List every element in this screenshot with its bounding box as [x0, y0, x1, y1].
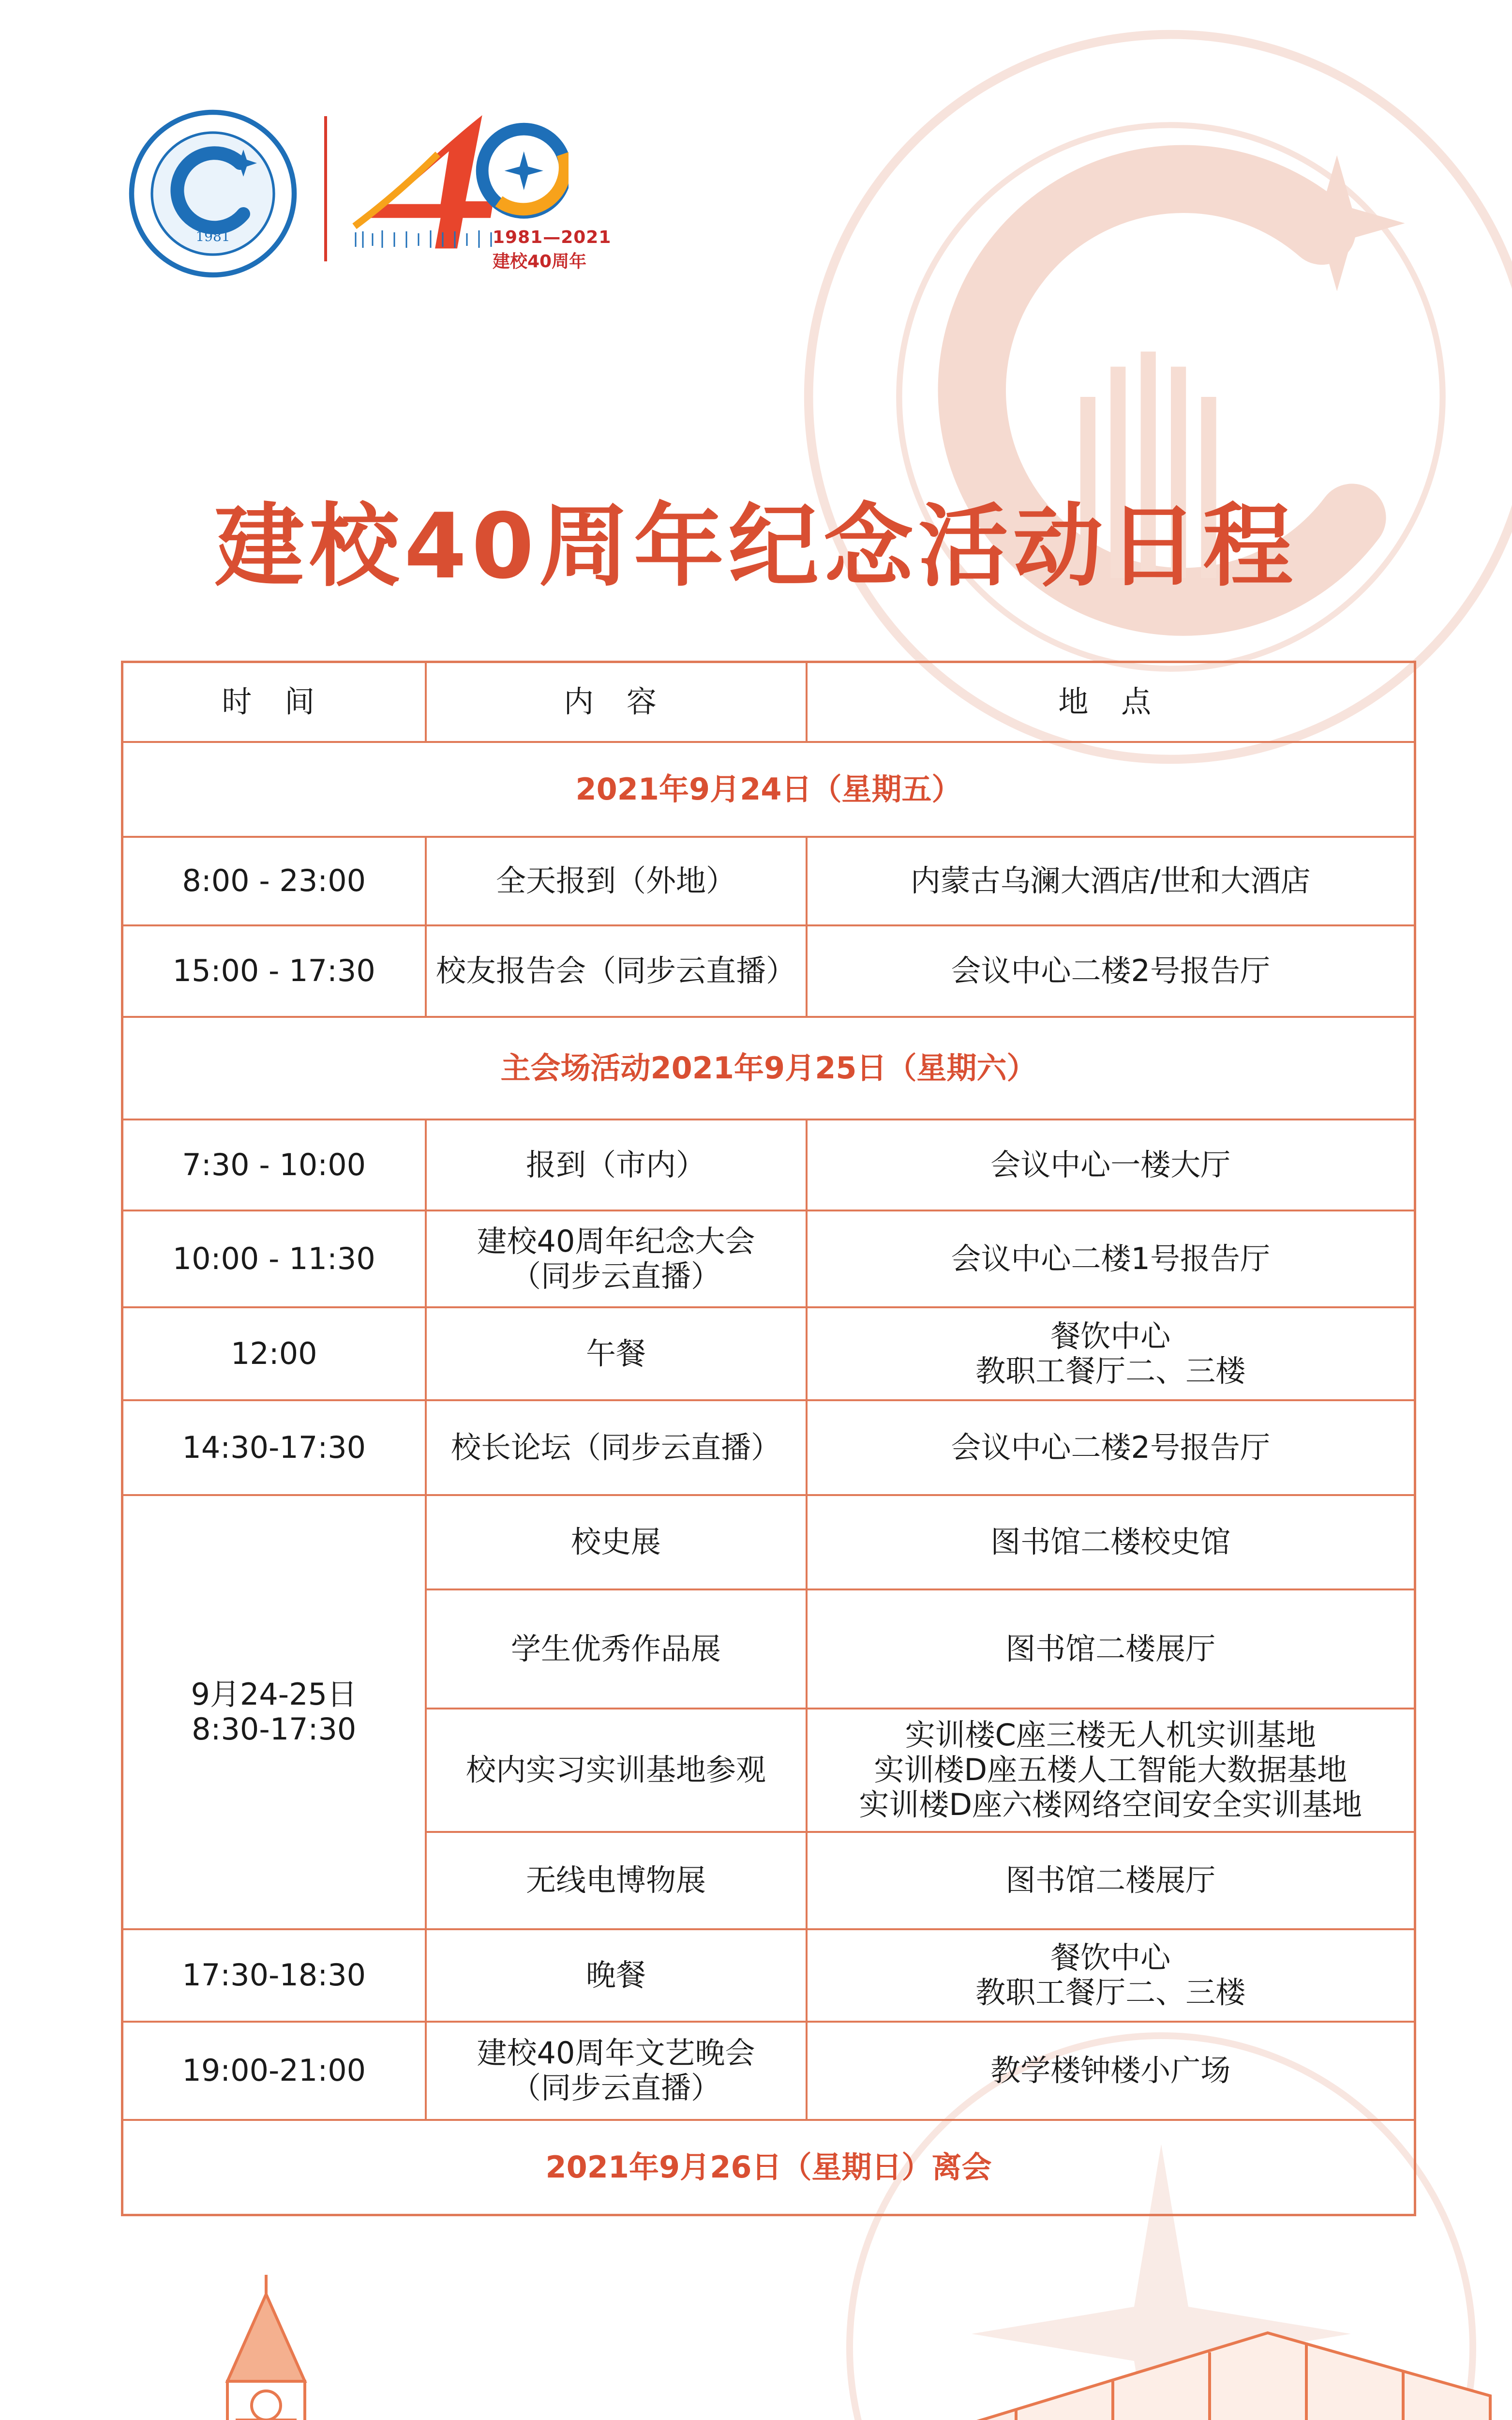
row-content: 学生优秀作品展	[426, 1589, 807, 1709]
row-place: 教学楼钟楼小广场	[807, 2022, 1415, 2120]
table-row	[122, 1929, 1415, 2022]
day-header-row	[122, 2120, 1415, 2215]
row-time: 15:00 - 17:30	[122, 925, 426, 1017]
emblem-year: 1981	[195, 228, 230, 244]
row-place: 餐饮中心 教职工餐厅二、三楼	[807, 1307, 1415, 1400]
row-place: 会议中心二楼2号报告厅	[807, 925, 1415, 1017]
row-content: 全天报到（外地）	[426, 837, 807, 925]
mongolian-script-decoration-icon	[353, 227, 498, 252]
row-content: 报到（市内）	[426, 1119, 807, 1210]
row-time: 14:30-17:30	[122, 1400, 426, 1495]
day-2-label: 主会场活动2021年9月25日（星期六）	[122, 1017, 1415, 1119]
table-row	[122, 1400, 1415, 1495]
header-place: 地 点	[807, 662, 1415, 742]
table-row	[122, 1495, 1415, 1589]
exhibit-time: 9月24-25日 8:30-17:30	[122, 1495, 426, 1929]
logo-divider	[324, 116, 327, 261]
row-place: 会议中心二楼1号报告厅	[807, 1210, 1415, 1307]
header-time: 时 间	[122, 662, 426, 742]
row-place: 内蒙古乌澜大酒店/世和大酒店	[807, 837, 1415, 925]
row-content: 晚餐	[426, 1929, 807, 2022]
header-content: 内 容	[426, 662, 807, 742]
day-3-label: 2021年9月26日（星期日）离会	[122, 2120, 1415, 2215]
table-row	[122, 837, 1415, 925]
page-title: 建校40周年纪念活动日程	[214, 494, 1298, 599]
row-time: 19:00-21:00	[122, 2022, 426, 2120]
row-content: 校友报告会（同步云直播）	[426, 925, 807, 1017]
table-row	[122, 2022, 1415, 2120]
anniversary-label: 建校40周年	[493, 252, 587, 272]
table-row	[122, 925, 1415, 1017]
row-time: 8:00 - 23:00	[122, 837, 426, 925]
day-header-row	[122, 742, 1415, 837]
school-emblem-icon	[128, 109, 298, 278]
row-place: 图书馆二楼校史馆	[807, 1495, 1415, 1589]
table-row	[122, 1119, 1415, 1210]
anniversary-years: 1981—2021	[493, 227, 612, 247]
row-content: 校长论坛（同步云直播）	[426, 1400, 807, 1495]
row-content: 建校40周年纪念大会 （同步云直播）	[426, 1210, 807, 1307]
row-time: 12:00	[122, 1307, 426, 1400]
clock-tower-building	[68, 2275, 871, 2420]
day-1-label: 2021年9月24日（星期五）	[122, 742, 1415, 837]
row-content: 校内实习实训基地参观	[426, 1709, 807, 1832]
row-content: 午餐	[426, 1307, 807, 1400]
row-place: 实训楼C座三楼无人机实训基地 实训楼D座五楼人工智能大数据基地 实训楼D座六楼网络空间安全实训基地	[807, 1709, 1415, 1832]
table-row	[122, 1307, 1415, 1400]
modern-building	[934, 2333, 1490, 2420]
row-time: 17:30-18:30	[122, 1929, 426, 2022]
row-place: 餐饮中心 教职工餐厅二、三楼	[807, 1929, 1415, 2022]
day-header-row	[122, 1017, 1415, 1119]
row-place: 图书馆二楼展厅	[807, 1589, 1415, 1709]
row-place: 会议中心二楼2号报告厅	[807, 1400, 1415, 1495]
row-place: 图书馆二楼展厅	[807, 1832, 1415, 1929]
campus-buildings-illustration	[0, 2275, 1512, 2420]
table-row	[122, 1210, 1415, 1307]
row-place: 会议中心一楼大厅	[807, 1119, 1415, 1210]
row-content: 建校40周年文艺晚会 （同步云直播）	[426, 2022, 807, 2120]
row-time: 10:00 - 11:30	[122, 1210, 426, 1307]
row-time: 7:30 - 10:00	[122, 1119, 426, 1210]
row-content: 无线电博物展	[426, 1832, 807, 1929]
schedule-table	[121, 661, 1416, 2216]
table-header-row	[122, 662, 1415, 742]
row-content: 校史展	[426, 1495, 807, 1589]
